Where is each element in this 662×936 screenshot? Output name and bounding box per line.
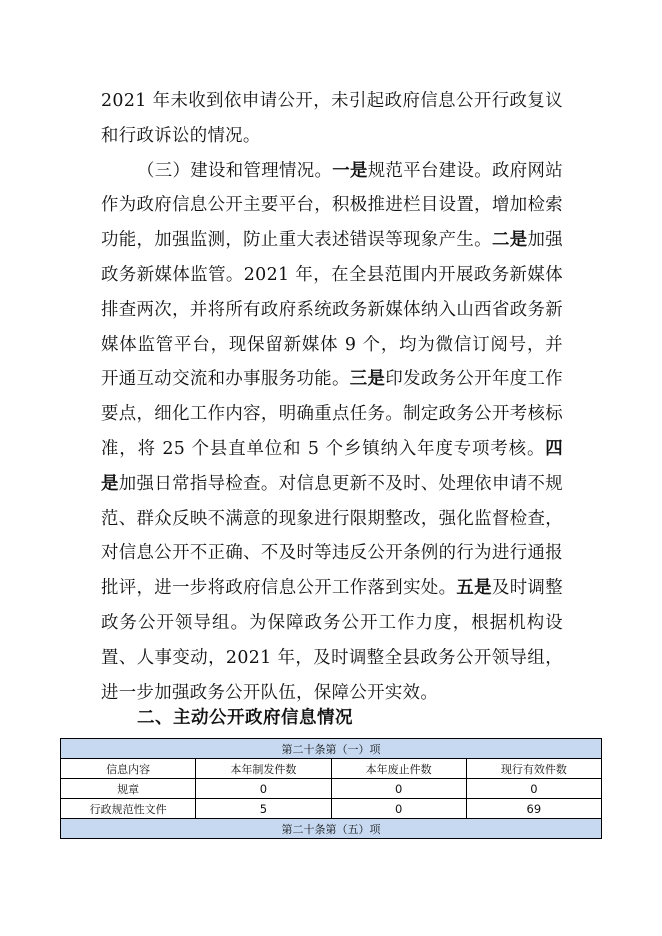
item-text-3: 印发政务公开年度工作要点，细化工作内容，明确重点任务。制定政务公开考核标准，将 25 个县直单位和 5 个乡镇纳入年度专项考核。 <box>101 369 563 459</box>
table-header-row <box>61 759 602 779</box>
table-cell-value: 0 <box>466 779 601 799</box>
table-band-footer: 第二十条第（五）项 <box>61 819 602 839</box>
item-label-1: 一是 <box>332 160 368 181</box>
paragraph-construction-management <box>101 154 563 711</box>
table-band-header: 第二十条第（一）项 <box>61 739 602 759</box>
paragraph-litigation: 2021 年未收到依申请公开，未引起政府信息公开行政复议和行政诉讼的情况。 <box>101 91 563 146</box>
item-text-4: 加强日常指导检查。对信息更新不及时、处理依申请不规范、群众反映不满意的现象进行限期整改，强化监督检查，对信息公开不正确、不及时等违反公开条例的行为进行通报批评，进一步将政府信息公开工作落到实处。 <box>101 473 563 599</box>
table-cell-value: 0 <box>196 779 331 799</box>
table-cell-value: 0 <box>331 779 466 799</box>
column-header: 信息内容 <box>61 759 196 779</box>
table-cell-value: 5 <box>196 799 331 819</box>
table-row <box>61 779 602 799</box>
table-cell-value: 69 <box>466 799 601 819</box>
body-text <box>101 84 563 710</box>
column-header: 现行有效件数 <box>466 759 601 779</box>
item-label-2: 二是 <box>491 230 528 251</box>
table-band-row <box>61 819 602 839</box>
item-label-3: 三是 <box>349 369 386 390</box>
info-disclosure-table <box>60 738 602 839</box>
item-label-4: 四是 <box>101 438 563 494</box>
table-band-row <box>61 739 602 759</box>
item-text-1: 规范平台建设。政府网站作为政府信息公开主要平台，积极推进栏目设置，增加检索功能，加强监测，防止重大表述错误等现象产生。 <box>101 160 563 251</box>
table-cell-value: 0 <box>331 799 466 819</box>
column-header: 本年废止件数 <box>331 759 466 779</box>
item-text-5: 及时调整政务公开领导组。为保障政务公开工作力度，根据机构设置、人事变动，2021 年，及时调整全县政务公开领导组，进一步加强政务公开队伍，保障公开实效。 <box>101 578 563 703</box>
item-label-5: 五是 <box>456 578 492 599</box>
table-cell-category: 规章 <box>61 779 196 799</box>
item-text-2: 加强政务新媒体监管。2021 年，在全县范围内开展政务新媒体排查两次，并将所有政府系统政务新媒体纳入山西省政务新媒体监管平台，现保留新媒体 9 个，均为微信订阅号，并开通互动交流和办事服务功能。 <box>101 230 564 390</box>
paragraph-intro: （三）建设和管理情况。 <box>137 160 333 181</box>
column-header: 本年制发件数 <box>196 759 331 779</box>
table-row <box>61 799 602 819</box>
table-cell-category: 行政规范性文件 <box>61 799 196 819</box>
section-heading: 二、主动公开政府信息情况 <box>137 708 353 728</box>
